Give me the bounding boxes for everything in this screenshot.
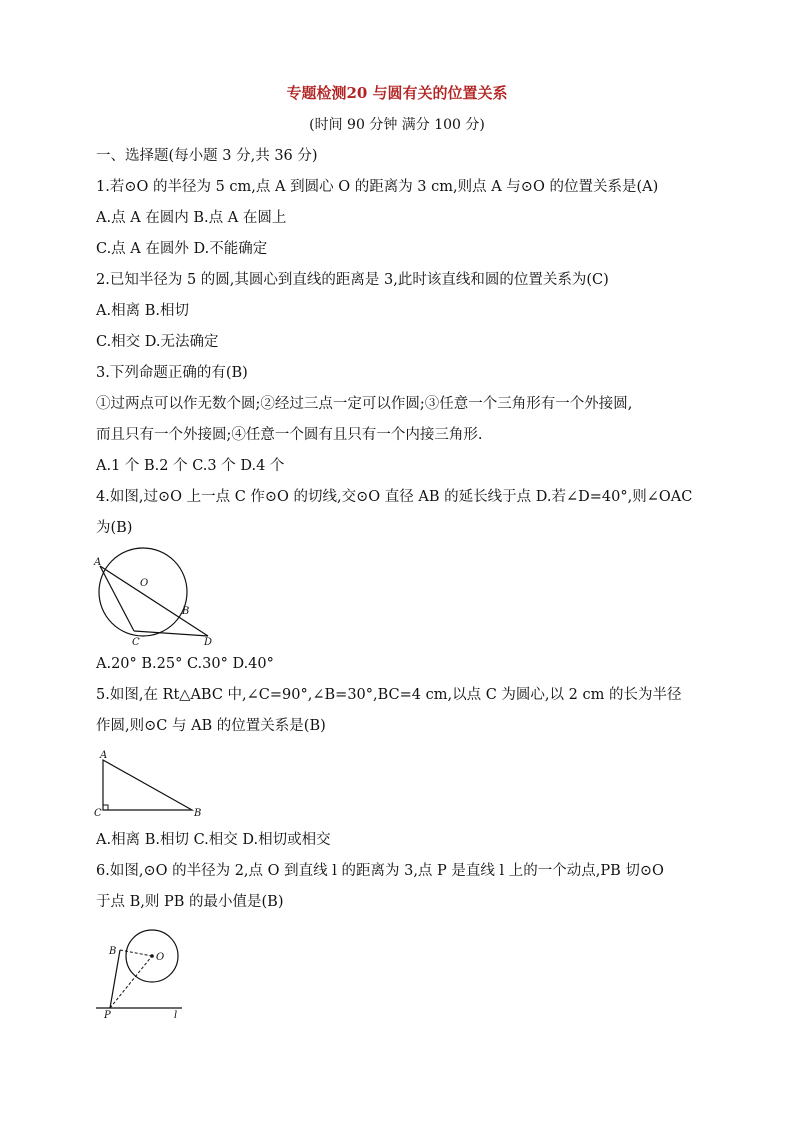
question-5-figure xyxy=(92,748,212,820)
question-3-stem-line-2: ①过两点可以作无数个圆;②经过三点一定可以作圆;③任意一个三角形有一个外接圆, xyxy=(96,396,633,412)
line-cd xyxy=(134,631,208,636)
line-pb xyxy=(110,950,120,1008)
question-4-options: A.20° B.25° C.30° D.40° xyxy=(96,656,274,672)
question-3-options: A.1 个 B.2 个 C.3 个 D.4 个 xyxy=(96,458,285,474)
question-3-stem-line-3: 而且只有一个外接圆;④任意一个圆有且只有一个内接三角形. xyxy=(96,427,483,443)
label-a: A xyxy=(94,557,102,568)
question-4-figure xyxy=(92,546,222,652)
question-6-figure xyxy=(92,924,198,1020)
section-heading: 一、选择题(每小题 3 分,共 36 分) xyxy=(96,148,318,164)
question-4-stem: 4.如图,过⊙O 上一点 C 作⊙O 的切线,交⊙O 直径 AB 的延长线于点 D.若∠D=40°,则∠OAC xyxy=(96,489,693,505)
line-op xyxy=(110,956,152,1008)
label-o: O xyxy=(156,952,165,963)
question-2-options-line-1: A.相离 B.相切 xyxy=(96,303,189,319)
label-c: C xyxy=(94,808,102,819)
question-5-options: A.相离 B.相切 C.相交 D.相切或相交 xyxy=(96,832,331,848)
line-ob xyxy=(120,950,152,956)
right-angle-mark xyxy=(103,805,108,810)
label-b: B xyxy=(194,808,202,819)
question-5-stem-line-2: 作圆,则⊙C 与 AB 的位置关系是(B) xyxy=(96,718,326,734)
question-2-stem: 2.已知半径为 5 的圆,其圆心到直线的距离是 3,此时该直线和圆的位置关系为(C) xyxy=(96,272,609,288)
label-c: C xyxy=(132,637,140,648)
circle-o xyxy=(99,548,190,636)
label-b: B xyxy=(182,606,190,617)
question-5-stem: 5.如图,在 Rt△ABC 中,∠C=90°,∠B=30°,BC=4 cm,以点 C 为圆心,以 2 cm 的长为半径 xyxy=(96,687,682,703)
question-6-stem: 6.如图,⊙O 的半径为 2,点 O 到直线 l 的距离为 3,点 P 是直线 l 上的一个动点,PB 切⊙O xyxy=(96,863,664,879)
label-p: P xyxy=(104,1010,111,1020)
question-1-options-line-1: A.点 A 在圆内 B.点 A 在圆上 xyxy=(96,210,287,226)
label-a: A xyxy=(100,750,108,761)
question-3-stem: 3.下列命题正确的有(B) xyxy=(96,365,248,381)
label-d: D xyxy=(204,637,213,648)
label-l: l xyxy=(174,1010,178,1020)
line-ad xyxy=(100,566,208,636)
question-6-stem-line-2: 于点 B,则 PB 的最小值是(B) xyxy=(96,894,284,910)
question-2-options-line-2: C.相交 D.无法确定 xyxy=(96,334,219,350)
label-b: B xyxy=(109,946,117,957)
question-1-options-line-2: C.点 A 在圆外 D.不能确定 xyxy=(96,241,268,257)
question-1-stem: 1.若⊙O 的半径为 5 cm,点 A 到圆心 O 的距离为 3 cm,则点 A 与⊙O 的位置关系是(A) xyxy=(96,179,659,195)
triangle-abc xyxy=(103,760,192,810)
line-ac xyxy=(100,566,134,631)
label-o: O xyxy=(140,578,149,589)
page-subtitle: (时间 90 分钟 满分 100 分) xyxy=(309,117,485,133)
question-4-stem-line-2: 为(B) xyxy=(96,520,133,536)
page-title: 专题检测20 与圆有关的位置关系 xyxy=(286,84,508,102)
